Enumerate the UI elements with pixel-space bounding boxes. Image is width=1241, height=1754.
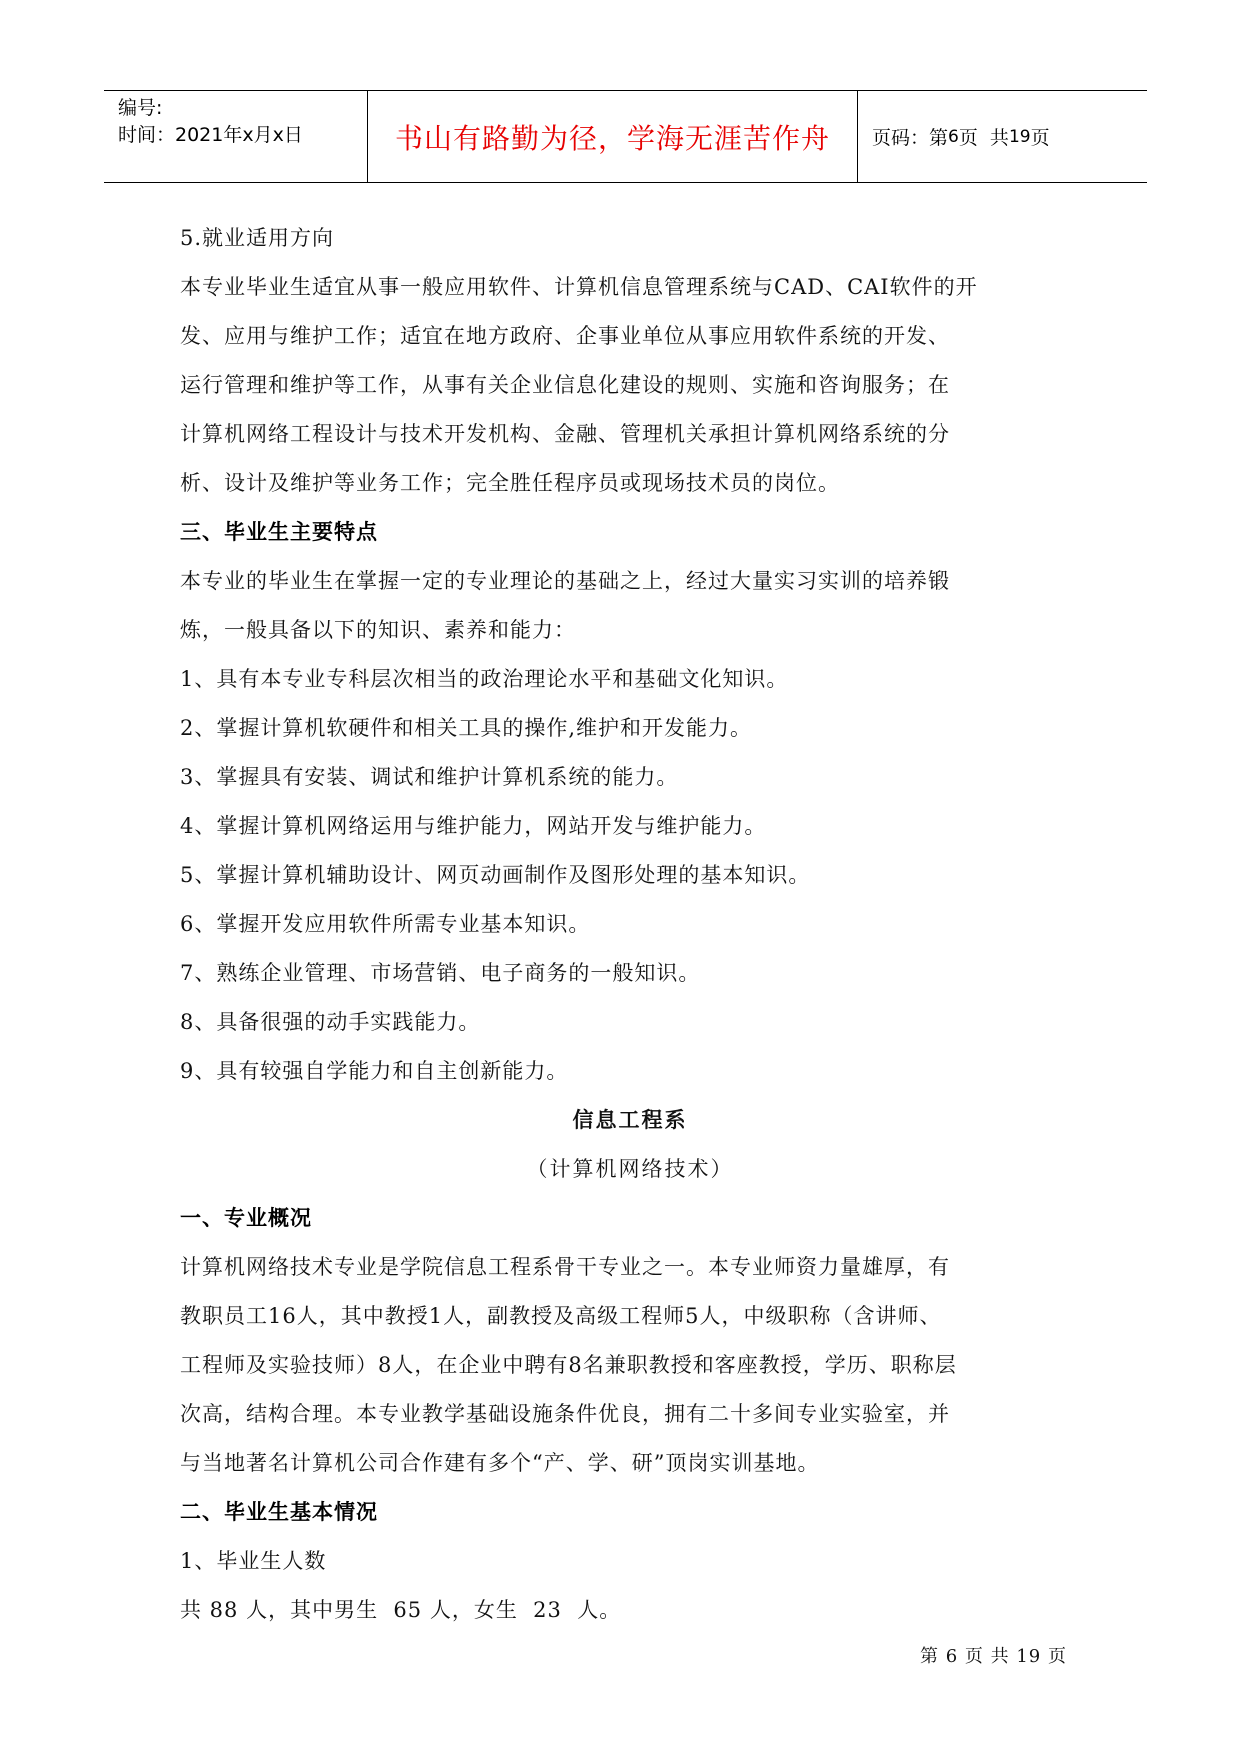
list-item: 4、掌握计算机网络运用与维护能力，网站开发与维护能力。 <box>180 814 767 838</box>
paragraph-line: 计算机网络技术专业是学院信息工程系骨干专业之一。本专业师资力量雄厚，有 <box>180 1255 950 1279</box>
department-title: 信息工程系 <box>572 1108 688 1132</box>
list-item: 7、熟练企业管理、市场营销、电子商务的一般知识。 <box>180 961 701 985</box>
section-3-heading: 三、毕业生主要特点 <box>180 520 378 544</box>
document-body <box>180 214 1080 1635</box>
header-motto: 书山有路勤为径，学海无涯苦作舟 <box>394 121 830 155</box>
paragraph-line: 炼，一般具备以下的知识、素养和能力： <box>180 618 576 642</box>
serial-label: 编号: <box>118 97 163 119</box>
graduate-heading: 二、毕业生基本情况 <box>180 1500 378 1524</box>
header-table <box>104 90 1147 183</box>
paragraph-line: 发、应用与维护工作；适宜在地方政府、企事业单位从事应用软件系统的开发、 <box>180 324 950 348</box>
header-divider <box>857 91 858 182</box>
header-page-info <box>872 91 1050 182</box>
paragraph-line: 次高，结构合理。本专业教学基础设施条件优良，拥有二十多间专业实验室，并 <box>180 1402 950 1426</box>
overview-heading: 一、专业概况 <box>180 1206 312 1230</box>
paragraph-line: 析、设计及维护等业务工作；完全胜任程序员或现场技术员的岗位。 <box>180 471 840 495</box>
page-current: 6 <box>948 126 959 147</box>
page-mid: 页 共 <box>958 127 1009 149</box>
list-item: 3、掌握具有安装、调试和维护计算机系统的能力。 <box>180 765 679 789</box>
page-footer: 第 6 页 共 19 页 <box>920 1646 1067 1667</box>
time-label: 时间：2021年x月x日 <box>118 124 303 146</box>
page-prefix: 页码：第 <box>872 127 949 149</box>
list-item: 2、掌握计算机软硬件和相关工具的操作,维护和开发能力。 <box>180 716 753 740</box>
paragraph-line: 与当地著名计算机公司合作建有多个“产、学、研”顶岗实训基地。 <box>180 1451 820 1475</box>
header-left-cell <box>118 95 303 149</box>
page-total: 19 <box>1008 126 1031 147</box>
graduate-count-line: 共 88 人，其中男生 65 人，女生 23 人。 <box>180 1598 622 1622</box>
section-5-heading: 5.就业适用方向 <box>180 226 335 250</box>
paragraph-line: 计算机网络工程设计与技术开发机构、金融、管理机关承担计算机网络系统的分 <box>180 422 950 446</box>
list-item: 9、具有较强自学能力和自主创新能力。 <box>180 1059 569 1083</box>
list-item: 6、掌握开发应用软件所需专业基本知识。 <box>180 912 591 936</box>
list-item: 5、掌握计算机辅助设计、网页动画制作及图形处理的基本知识。 <box>180 863 811 887</box>
graduate-count-label: 1、毕业生人数 <box>180 1549 327 1573</box>
list-item: 8、具备很强的动手实践能力。 <box>180 1010 481 1034</box>
paragraph-line: 教职员工16人，其中教授1人，副教授及高级工程师5人，中级职称（含讲师、 <box>180 1304 942 1328</box>
paragraph-line: 本专业的毕业生在掌握一定的专业理论的基础之上，经过大量实习实训的培养锻 <box>180 569 950 593</box>
major-subtitle: （计算机网络技术） <box>526 1157 734 1181</box>
paragraph-line: 工程师及实验技师）8人，在企业中聘有8名兼职教授和客座教授，学历、职称层 <box>180 1353 957 1377</box>
list-item: 1、具有本专业专科层次相当的政治理论水平和基础文化知识。 <box>180 667 789 691</box>
paragraph-line: 本专业毕业生适宜从事一般应用软件、计算机信息管理系统与CAD、CAI软件的开 <box>180 275 978 299</box>
paragraph-line: 运行管理和维护等工作，从事有关企业信息化建设的规则、实施和咨询服务；在 <box>180 373 950 397</box>
page-suffix: 页 <box>1030 127 1050 149</box>
